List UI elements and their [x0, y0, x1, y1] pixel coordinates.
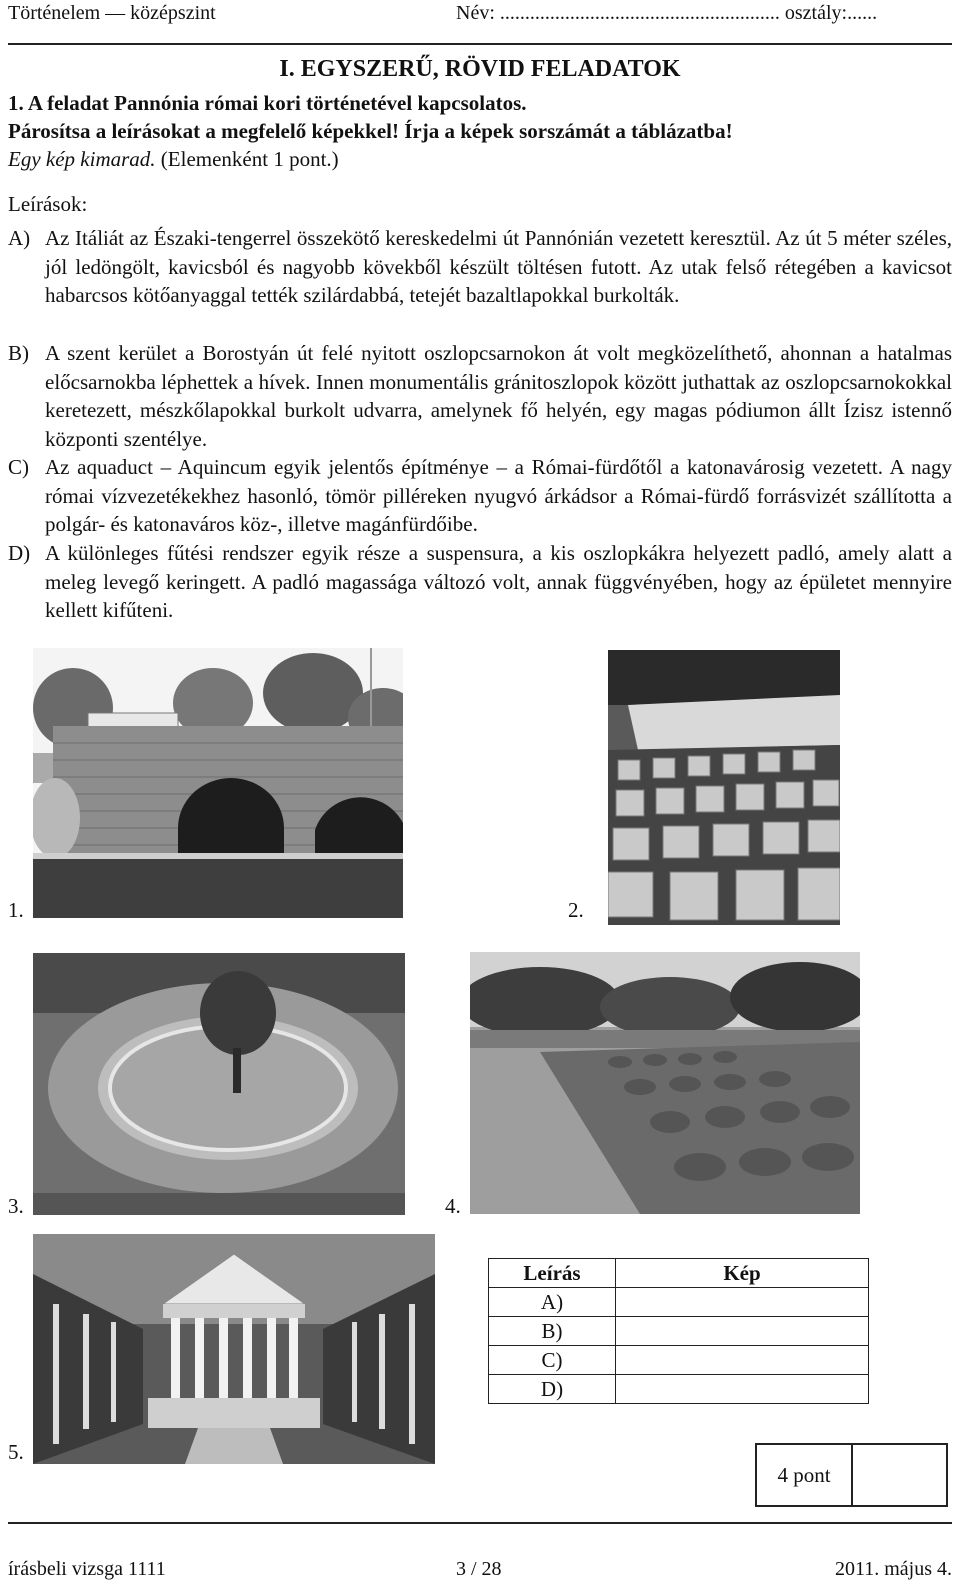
table-row [489, 1288, 869, 1317]
footer-page-number: 3 / 28 [456, 1558, 502, 1580]
table-header-image: Kép [616, 1259, 869, 1288]
task-note: Egy kép kimarad. [8, 147, 156, 171]
descriptions-heading: Leírások: [8, 192, 88, 216]
image-number-1: 1. [8, 898, 24, 922]
score-box [755, 1443, 948, 1507]
header-rule [8, 43, 952, 45]
description-text: A szent kerület a Borostyán út felé nyitott oszlopcsarnokon át volt megközelíthető, ahonnan a hatalmas előcsarnokba léphettek a hívek. Innen monumentális gránitoszlopok között juthattak az oszlopcsarnokokkal keretezett, mészkőlapokkal burkolt udvarra, amelynek fő helyén, egy magas pódiumon állt Ízisz istennő központi szentélye. [45, 341, 952, 452]
page-header [8, 0, 952, 32]
table-row [489, 1346, 869, 1375]
task-points: (Elemenként 1 pont.) [155, 147, 339, 171]
image-number-3: 3. [8, 1194, 24, 1218]
answer-cell-b[interactable] [616, 1317, 869, 1346]
table-header-description: Leírás [489, 1259, 616, 1288]
row-label: B) [489, 1317, 616, 1346]
table-row [489, 1375, 869, 1404]
row-label: C) [489, 1346, 616, 1375]
header-subject: Történelem — középszint [8, 2, 216, 24]
answer-table [488, 1258, 869, 1404]
description-label: B) [8, 341, 29, 365]
description-label: D) [8, 541, 31, 565]
image-number-5: 5. [8, 1440, 24, 1464]
description-text: Az aquaduct – Aquincum egyik jelentős építménye – a Római-fürdőtől a katonavárosig vezetett. A nagy római vízvezetékekhez hasonló, tömör pilléreken nyugvó árkádsor a Római-fürdő forrásvizét szállította a polgár- és katonaváros köz-, illetve magánfürdőibe. [45, 455, 952, 537]
answer-cell-d[interactable] [616, 1375, 869, 1404]
table-row [489, 1317, 869, 1346]
description-c [8, 453, 952, 539]
photo-aqueduct [33, 648, 403, 918]
photo-isis-sanctuary [33, 1234, 435, 1464]
image-number-4: 4. [445, 1194, 461, 1218]
description-text: Az Itáliát az Északi-tengerrel összekötő kereskedelmi út Pannónián vezetett keresztül. Az út 5 méter széles, jól ledöngölt, kavicsból és nagyobb kövekből készült töltésen futott. Az utak felső rétegében a kavicsot habarcsos kötőanyaggal tették szilárdabbá, tetejét bazaltlapokkal burkolták. [45, 226, 952, 308]
photo-hypocaust [608, 650, 840, 925]
answer-cell-a[interactable] [616, 1288, 869, 1317]
image-number-2: 2. [568, 898, 584, 922]
photo-amphitheatre [33, 953, 405, 1215]
description-text: A különleges fűtési rendszer egyik része a suspensura, a kis oszlopkákra helyezett padló, amely alatt a meleg levegő keringett. A padló magassága változó volt, annak függvényében, hogy az épületet mennyire kellett kifűteni. [45, 541, 952, 623]
row-label: D) [489, 1375, 616, 1404]
task-instruction: Párosítsa a leírásokat a megfelelő képekkel! Írja a képek sorszámát a táblázatba! [8, 119, 733, 143]
task-instructions [8, 89, 948, 173]
row-label: A) [489, 1288, 616, 1317]
score-achieved-cell[interactable] [853, 1445, 946, 1505]
header-name-class-field: Név: ........................................................ osztály:...... [456, 2, 878, 24]
section-title: I. EGYSZERŰ, RÖVID FELADATOK [279, 56, 681, 82]
task-title: 1. A feladat Pannónia római kori történetével kapcsolatos. [8, 91, 527, 115]
photo-roman-road [470, 952, 860, 1214]
description-label: C) [8, 455, 29, 479]
description-label: A) [8, 226, 31, 250]
answer-cell-c[interactable] [616, 1346, 869, 1375]
description-d [8, 539, 952, 625]
description-b [8, 339, 952, 454]
description-a [8, 224, 952, 310]
footer-date: 2011. május 4. [834, 1558, 952, 1580]
score-max: 4 pont [757, 1445, 853, 1505]
footer-exam-code: írásbeli vizsga 1111 [8, 1558, 166, 1580]
footer-rule [8, 1522, 952, 1524]
